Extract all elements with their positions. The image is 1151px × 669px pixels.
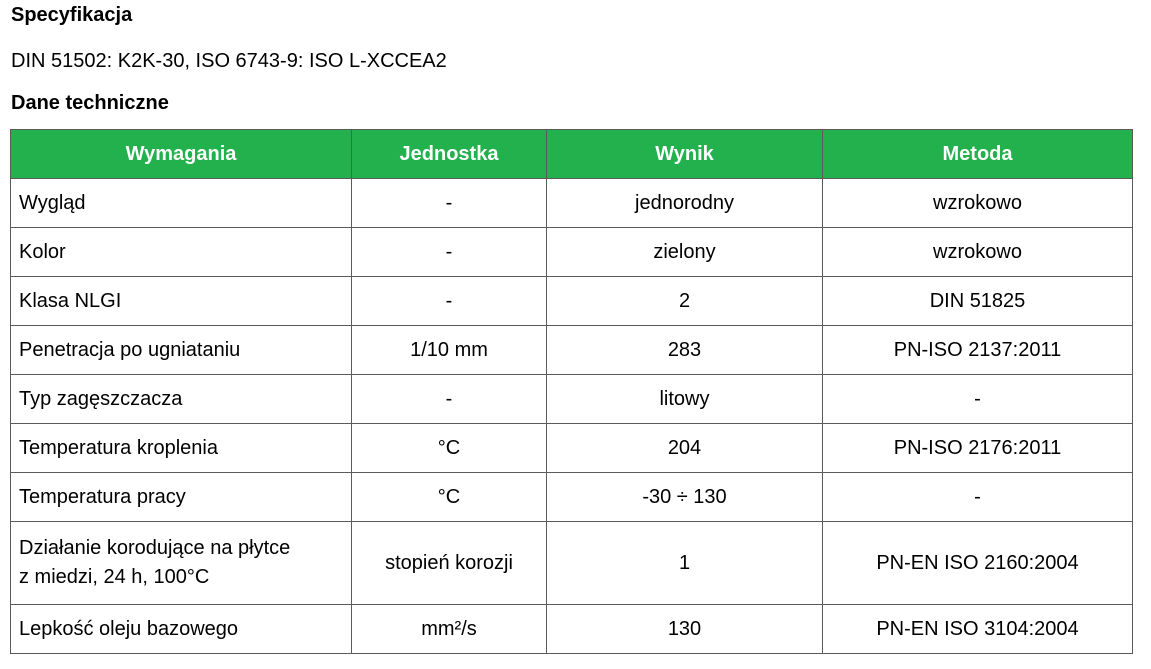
cell-requirement: Kolor	[11, 228, 352, 277]
cell-unit: mm²/s	[352, 605, 547, 654]
cell-result: -30 ÷ 130	[547, 473, 823, 522]
cell-result: 1	[547, 522, 823, 605]
cell-requirement: Temperatura kroplenia	[11, 424, 352, 473]
cell-unit: -	[352, 277, 547, 326]
cell-unit: °C	[352, 473, 547, 522]
header-requirements: Wymagania	[11, 130, 352, 179]
cell-requirement-line-1: Działanie korodujące na płytce	[19, 537, 291, 559]
cell-requirement: Wygląd	[11, 179, 352, 228]
cell-result: jednorodny	[547, 179, 823, 228]
cell-requirement: Lepkość oleju bazowego	[11, 605, 352, 654]
cell-result: 130	[547, 605, 823, 654]
cell-method: wzrokowo	[823, 179, 1133, 228]
cell-method: DIN 51825	[823, 277, 1133, 326]
cell-result: 204	[547, 424, 823, 473]
header-method: Metoda	[823, 130, 1133, 179]
cell-requirement	[11, 522, 352, 605]
cell-method: -	[823, 375, 1133, 424]
cell-unit: -	[352, 228, 547, 277]
cell-requirement: Klasa NLGI	[11, 277, 352, 326]
header-result: Wynik	[547, 130, 823, 179]
table-row	[11, 326, 1133, 375]
cell-unit: 1/10 mm	[352, 326, 547, 375]
cell-result: litowy	[547, 375, 823, 424]
cell-result: 283	[547, 326, 823, 375]
table-header-row	[11, 130, 1133, 179]
table-row	[11, 228, 1133, 277]
cell-method: PN-ISO 2137:2011	[823, 326, 1133, 375]
cell-method: PN-ISO 2176:2011	[823, 424, 1133, 473]
cell-requirement: Typ zagęszczacza	[11, 375, 352, 424]
table-row	[11, 179, 1133, 228]
spec-line: DIN 51502: K2K-30, ISO 6743-9: ISO L-XCCEA2	[11, 50, 447, 72]
cell-unit: stopień korozji	[352, 522, 547, 605]
cell-requirement-line-2: z miedzi, 24 h, 100°C	[19, 566, 210, 588]
cell-unit: -	[352, 179, 547, 228]
table-row	[11, 424, 1133, 473]
cell-result: 2	[547, 277, 823, 326]
cell-requirement: Penetracja po ugniataniu	[11, 326, 352, 375]
cell-unit: °C	[352, 424, 547, 473]
spec-heading: Specyfikacja	[11, 4, 133, 26]
table-row	[11, 277, 1133, 326]
cell-unit: -	[352, 375, 547, 424]
table-row	[11, 473, 1133, 522]
cell-method: -	[823, 473, 1133, 522]
table-row	[11, 375, 1133, 424]
cell-result: zielony	[547, 228, 823, 277]
cell-method: PN-EN ISO 3104:2004	[823, 605, 1133, 654]
table-row	[11, 605, 1133, 654]
table-row	[11, 522, 1133, 605]
tech-data-table	[10, 129, 1133, 654]
tech-heading: Dane techniczne	[11, 92, 169, 114]
cell-method: wzrokowo	[823, 228, 1133, 277]
cell-requirement: Temperatura pracy	[11, 473, 352, 522]
cell-method: PN-EN ISO 2160:2004	[823, 522, 1133, 605]
header-unit: Jednostka	[352, 130, 547, 179]
